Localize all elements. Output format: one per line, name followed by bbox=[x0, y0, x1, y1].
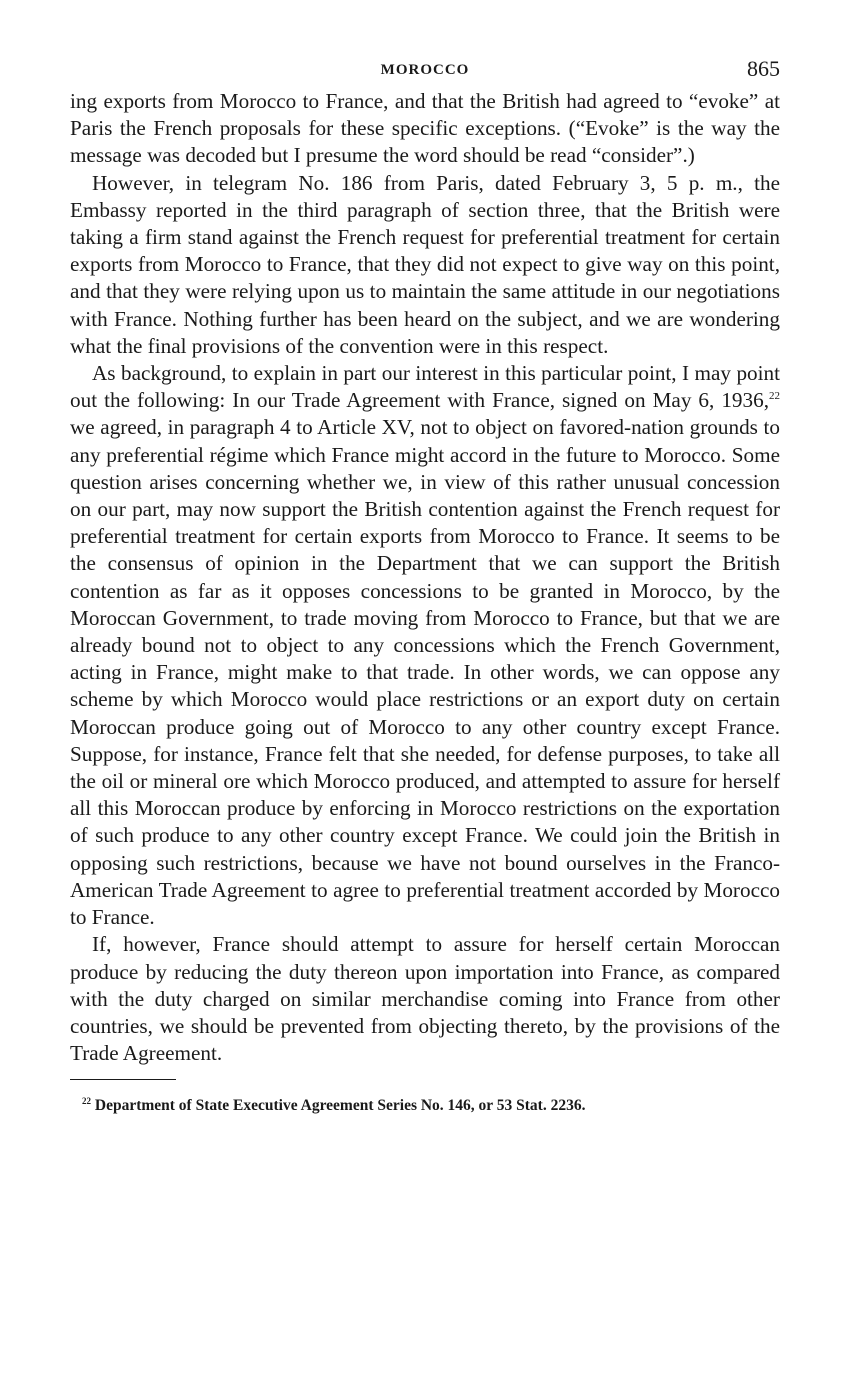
paragraph-continuation: ing exports from Morocco to France, and that the British had agreed to “evoke” at Paris the French proposals for these specific exceptions. (“Evoke” is the way the message was decoded but I presume the word should be read “consider”.) bbox=[70, 89, 780, 168]
footnote-text: Department of State Executive Agreement Series No. 146, or 53 Stat. 2236. bbox=[94, 1097, 586, 1115]
paragraph-telegram: However, in telegram No. 186 from Paris, dated February 3, 5 p. m., the Embassy reported in the third paragraph of section three, that the British were taking a firm stand against the French request for preferential treatment for certain exports from Morocco to France, that they did not expect to give way on this point, and that they were relying upon us to maintain the same attitude in our negotiations with France. Nothing further has been heard on the subject, and we are wondering what the final provisions of the convention were in this respect. bbox=[70, 170, 780, 358]
footnote-divider bbox=[70, 1079, 176, 1080]
footnote-number: 22 bbox=[82, 1096, 91, 1107]
paragraph-background-part-1: As background, to explain in part our interest in this particular point, I may point out the following: In our Trade Agreement with France, signed on May 6, 1936, bbox=[70, 361, 780, 413]
document-page bbox=[70, 52, 780, 1116]
running-head: MOROCCO bbox=[380, 62, 470, 78]
paragraph-duty: If, however, France should attempt to assure for herself certain Moroccan produce by reducing the duty thereon upon importation into France, as compared with the duty charged on similar merchandise coming into France from other countries, we should be prevented from objecting thereto, by the provisions of the Trade Agreement. bbox=[70, 932, 780, 1066]
paragraph-background bbox=[70, 360, 780, 931]
page-header bbox=[70, 52, 780, 88]
paragraph-background-part-2: we agreed, in paragraph 4 to Article XV, not to object on favored-nation grounds to any preferential régime which France might accord in the future to Morocco. Some question arises concerning whether we, in view of this rather unusual concession on our part, may now support the British contention against the French request for preferential treatment for certain exports from Morocco to France. It seems to be the consensus of opinion in the Department that we can support the British contention as far as it opposes concessions to be granted in Morocco, by the Moroccan Government, to trade moving from Morocco to France, but that we are already bound not to object to any concessions which the French Government, acting in France, might make to that trade. In other words, we can oppose any scheme by which Morocco would place restrictions or an export duty on certain Moroccan produce going out of Morocco to any other country except France. Suppose, for instance, France felt that she needed, for defense purposes, to take all the oil or mineral ore which Morocco produced, and attempted to assure for herself all this Moroccan produce by enforcing in Morocco restrictions on the exportation of such produce to any other country except France. We could join the British in opposing such restrictions, because we have not bound ourselves in the Franco-American Trade Agreement to agree to preferential treatment accorded by Morocco to France. bbox=[70, 415, 780, 930]
body-text bbox=[70, 88, 780, 1067]
footnote bbox=[70, 1096, 780, 1116]
page-number: 865 bbox=[747, 56, 780, 81]
footnote-reference: 22 bbox=[769, 390, 780, 403]
